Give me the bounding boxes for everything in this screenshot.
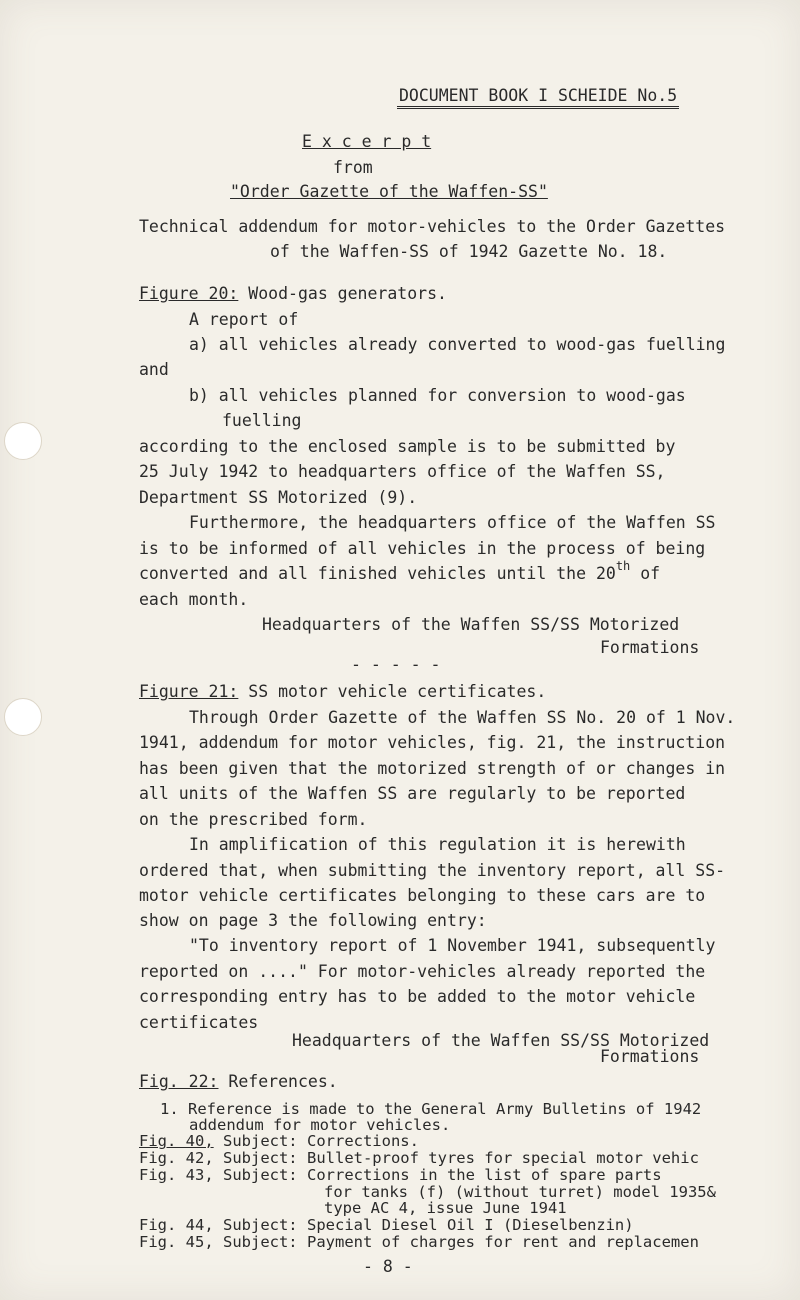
ref-figure: Fig. 43, bbox=[139, 1166, 214, 1184]
paragraph-line: ordered that, when submitting the inventory report, all SS- bbox=[139, 861, 726, 880]
paragraph-line: Department SS Motorized (9). bbox=[139, 488, 418, 507]
reference-row bbox=[139, 1232, 699, 1252]
ref-text: Corrections. bbox=[297, 1132, 419, 1150]
document-reference: DOCUMENT BOOK I SCHEIDE No.5 bbox=[397, 86, 679, 109]
ref-subject: Subject: bbox=[213, 1149, 298, 1167]
paragraph-line: on the prescribed form. bbox=[139, 810, 368, 829]
excerpt-title: E x c e r p t bbox=[302, 132, 432, 151]
paragraph-line: Furthermore, the headquarters office of the Waffen SS bbox=[189, 513, 716, 532]
paragraph-line: motor vehicle certificates belonging to these cars are to bbox=[139, 886, 706, 905]
ref-text: Bullet-proof tyres for special motor vehic bbox=[297, 1149, 699, 1167]
signature-line-2: Formations bbox=[600, 638, 700, 657]
paragraph-line: is to be informed of all vehicles in the process of being bbox=[139, 539, 706, 558]
paragraph-line: each month. bbox=[139, 590, 249, 609]
figure-22-heading bbox=[139, 1072, 338, 1092]
reference-continuation: for tanks (f) (without turret) model 1935& bbox=[324, 1183, 716, 1201]
signature-line-2: Formations bbox=[600, 1047, 700, 1066]
ref-subject: Subject: bbox=[213, 1216, 298, 1234]
ref-figure: Fig. 44, bbox=[139, 1216, 214, 1234]
ref-text: Special Diesel Oil I (Dieselbenzin) bbox=[297, 1216, 634, 1234]
paragraph-line: reported on ...." For motor-vehicles already reported the bbox=[139, 962, 706, 981]
from-label: from bbox=[333, 158, 373, 177]
punch-hole bbox=[4, 698, 42, 736]
ref-text: Payment of charges for rent and replacemen bbox=[297, 1233, 699, 1251]
source-title: "Order Gazette of the Waffen-SS" bbox=[230, 182, 548, 201]
reference-item-line: 1. Reference is made to the General Army Bulletins of 1942 bbox=[160, 1100, 702, 1118]
paragraph-line: 1941, addendum for motor vehicles, fig. 21, the instruction bbox=[139, 733, 726, 752]
punch-hole bbox=[4, 422, 42, 460]
paragraph-line: certificates bbox=[139, 1013, 259, 1032]
figure-21-heading bbox=[139, 682, 546, 702]
paragraph-line: show on page 3 the following entry: bbox=[139, 911, 487, 930]
paragraph-line: In amplification of this regulation it is herewith bbox=[189, 835, 686, 854]
ref-figure: Fig. 45, bbox=[139, 1233, 214, 1251]
line-text: of bbox=[630, 564, 661, 583]
section-separator: - - - - - bbox=[351, 655, 441, 674]
paragraph-line: a) all vehicles already converted to wood-gas fuelling bbox=[189, 335, 726, 354]
figure-22-label: Fig. 22: bbox=[139, 1072, 219, 1091]
figure-20-title: Wood-gas generators. bbox=[238, 284, 447, 303]
page-number: - 8 - bbox=[363, 1257, 413, 1276]
reference-continuation: type AC 4, issue June 1941 bbox=[324, 1199, 567, 1217]
figure-20-label: Figure 20: bbox=[139, 284, 239, 303]
figure-20-heading bbox=[139, 284, 447, 304]
paragraph-line: all units of the Waffen SS are regularly to be reported bbox=[139, 784, 686, 803]
ref-figure: Fig. 40, bbox=[139, 1132, 214, 1150]
paragraph-line: and bbox=[139, 360, 169, 379]
paragraph-line: A report of bbox=[189, 310, 299, 329]
paragraph-line: "To inventory report of 1 November 1941, subsequently bbox=[189, 936, 716, 955]
paragraph-line: corresponding entry has to be added to the motor vehicle bbox=[139, 987, 696, 1006]
figure-21-title: SS motor vehicle certificates. bbox=[238, 682, 547, 701]
figure-21-label: Figure 21: bbox=[139, 682, 239, 701]
paragraph-line: b) all vehicles planned for conversion to wood-gas bbox=[189, 386, 686, 405]
superscript: th bbox=[615, 559, 631, 573]
intro-line-2: of the Waffen-SS of 1942 Gazette No. 18. bbox=[270, 242, 668, 261]
signature-line-1: Headquarters of the Waffen SS/SS Motorized bbox=[292, 1031, 710, 1050]
signature-line-1: Headquarters of the Waffen SS/SS Motorized bbox=[262, 615, 680, 634]
ref-subject: Subject: bbox=[213, 1132, 298, 1150]
paragraph-line: according to the enclosed sample is to be submitted by bbox=[139, 437, 676, 456]
ref-subject: Subject: bbox=[213, 1233, 298, 1251]
figure-22-title: References. bbox=[218, 1072, 338, 1091]
paragraph-line: fuelling bbox=[222, 411, 302, 430]
line-text: converted and all finished vehicles until the 20 bbox=[139, 564, 616, 583]
reference-item-line: addendum for motor vehicles. bbox=[189, 1116, 451, 1134]
ref-figure: Fig. 42, bbox=[139, 1149, 214, 1167]
paragraph-line: Through Order Gazette of the Waffen SS No. 20 of 1 Nov. bbox=[189, 708, 736, 727]
paragraph-line: has been given that the motorized strength of or changes in bbox=[139, 759, 726, 778]
paragraph-line bbox=[139, 559, 661, 585]
ref-text: Corrections in the list of spare parts bbox=[297, 1166, 662, 1184]
ref-subject: Subject: bbox=[213, 1166, 298, 1184]
intro-line-1: Technical addendum for motor-vehicles to the Order Gazettes bbox=[139, 217, 726, 236]
paragraph-line: 25 July 1942 to headquarters office of the Waffen SS, bbox=[139, 462, 666, 481]
